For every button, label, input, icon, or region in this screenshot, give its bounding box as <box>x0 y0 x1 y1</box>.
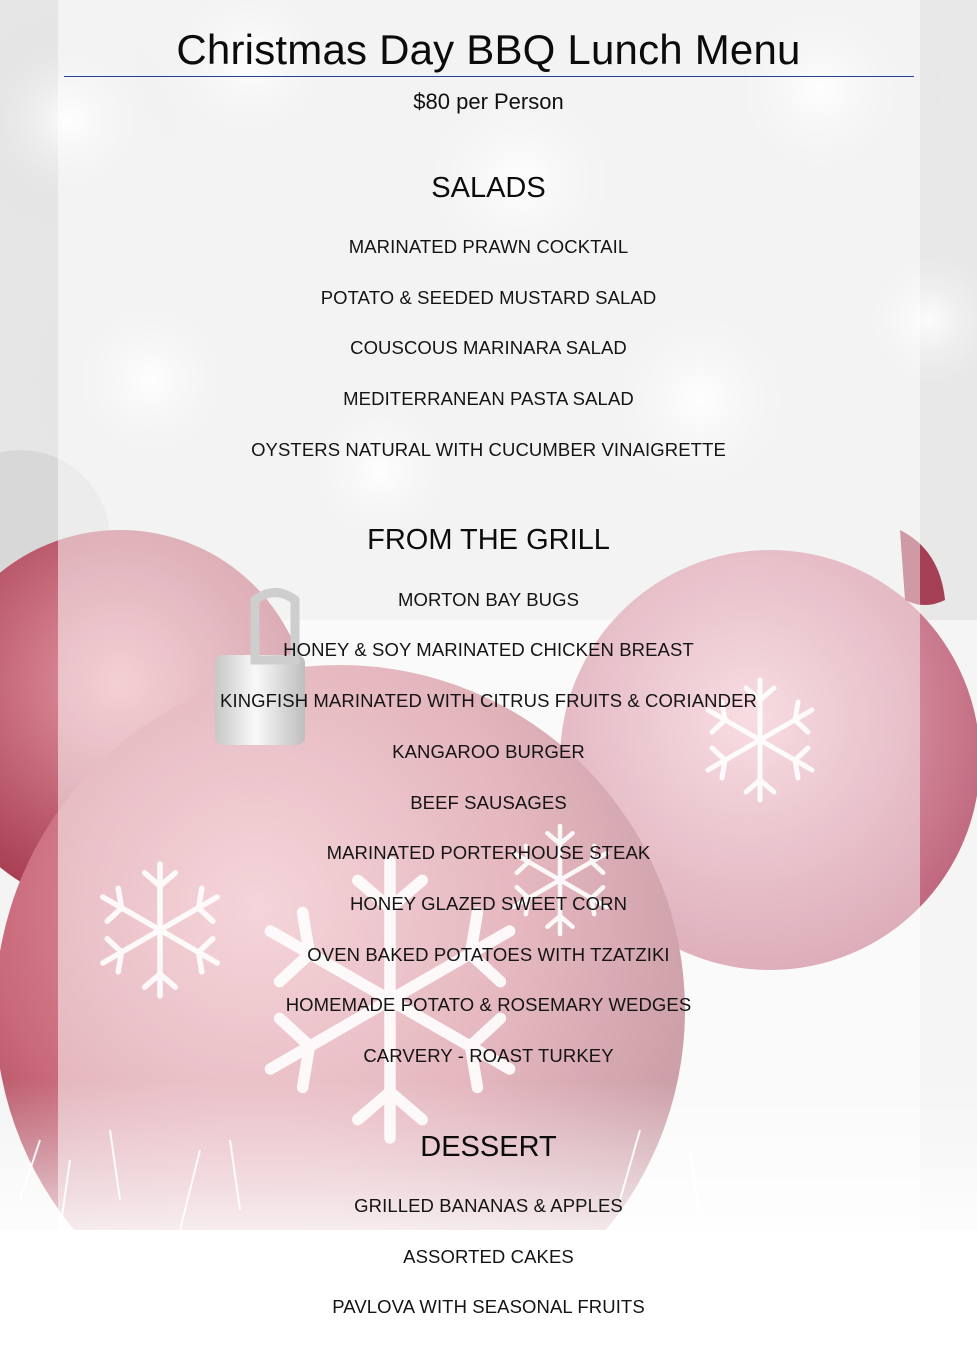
menu-title: Christmas Day BBQ Lunch Menu <box>176 26 801 73</box>
menu-price: $80 per Person <box>413 89 564 114</box>
menu-item: KANGAROO BURGER <box>392 741 585 762</box>
menu-item: HOMEMADE POTATO & ROSEMARY WEDGES <box>285 994 692 1015</box>
menu-item: MEDITERRANEAN PASTA SALAD <box>343 388 634 409</box>
menu-item: MARINATED PORTERHOUSE STEAK <box>326 842 651 863</box>
menu-item: COUSCOUS MARINARA SALAD <box>350 337 627 358</box>
section-heading-salads: SALADS <box>431 172 546 204</box>
menu-item: OYSTERS NATURAL WITH CUCUMBER VINAIGRETTE <box>251 439 726 460</box>
section-heading-from-the-grill: FROM THE GRILL <box>367 524 610 556</box>
menu-item: HONEY & SOY MARINATED CHICKEN BREAST <box>283 639 694 660</box>
menu-item: ASSORTED CAKES <box>403 1246 574 1267</box>
menu-item: HONEY GLAZED SWEET CORN <box>349 893 628 914</box>
menu-item: OVEN BAKED POTATOES WITH TZATZIKI <box>307 944 670 965</box>
menu-item: POTATO & SEEDED MUSTARD SALAD <box>320 287 657 308</box>
menu-item: GRILLED BANANAS & APPLES <box>354 1195 623 1216</box>
menu-item: PAVLOVA WITH SEASONAL FRUITS <box>332 1296 645 1317</box>
menu-item: KINGFISH MARINATED WITH CITRUS FRUITS & CORIANDER <box>220 690 757 711</box>
menu-item: CARVERY - ROAST TURKEY <box>363 1045 614 1066</box>
title-underline <box>64 76 914 77</box>
menu-item: MARINATED PRAWN COCKTAIL <box>348 236 629 257</box>
menu-item: MORTON BAY BUGS <box>397 589 580 610</box>
menu-item: BEEF SAUSAGES <box>410 792 567 813</box>
section-heading-dessert: DESSERT <box>420 1131 557 1163</box>
